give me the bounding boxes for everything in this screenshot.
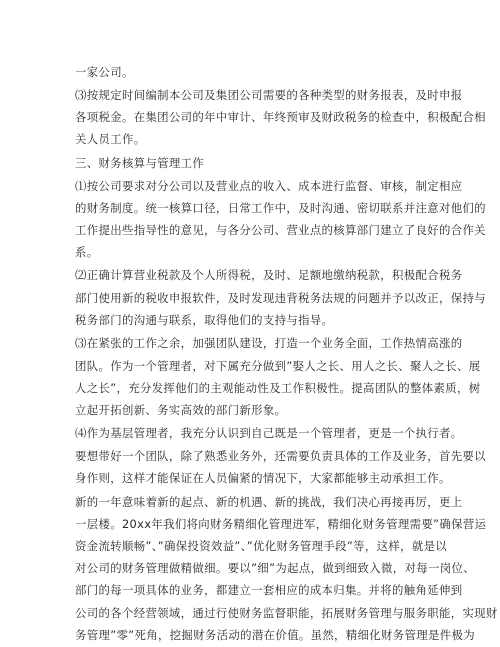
text-line: 工作提出些指导性的意见，与各分公司、营业点的核算部门建立了良好的合作关 [75,223,486,237]
text-line: 一层楼。20xx年我们将向财务精细化管理进军，精细化财务管理需要”确保营运 [75,517,487,531]
text-line: ⑴按公司要求对分公司以及营业点的收入、成本进行监督、审核，制定相应 [75,179,463,193]
text-line: ⑵正确计算营业税款及个人所得税，及时、足额地缴纳税款，积极配合税务 [75,268,463,282]
text-line: 立起开拓创新、务实高效的部门新形象。 [75,403,287,417]
text-line: 关人员工作。 [75,132,146,146]
text-line: 新的一年意味着新的起点、新的机遇、新的挑战，我们决心再接再厉，更上 [75,495,463,509]
section-heading: 三、财务核算与管理工作 [75,156,205,170]
text-line: 人之长”，充分发挥他们的主观能动性及工作积极性。提高团队的整体素质，树 [75,381,481,395]
text-line: 部门的每一项具体的业务，都建立一套相应的成本归集。并将的触角延伸到 [75,583,463,597]
text-line: 团队。作为一个管理者，对下属充分做到”娶人之长、用人之长、聚人之长、展 [75,359,481,373]
text-line: 资金流转顺畅”、”确保投资效益”、”优化财务管理手段”等，这样，就是以 [75,539,448,553]
text-line: ⑶在紧张的工作之余，加强团队建设，打造一个业务全面，工作热情高涨的 [75,336,463,350]
text-line: 公司的各个经营领域，通过行使财务监督职能，拓展财务管理与服务职能，实现财 [75,606,498,620]
text-line: 对公司的财务管理做精做细。要以”细”为起点，做到细致入微，对每一岗位、 [75,561,475,575]
text-line: 各项税金。在集团公司的年中审计、年终预审及财政税务的检查中，积极配合相 [75,110,486,124]
text-line: 身作则，这样才能保证在人员偏紧的情况下，大家都能够主动承担工作。 [75,471,451,485]
text-line: 系。 [75,245,99,259]
text-line: ⑷作为基层管理者，我充分认识到自己既是一个管理者，更是一个执行者。 [75,426,463,440]
text-line: 要想带好一个团队，除了熟悉业务外，还需要负责具体的工作及业务，首先要以 [75,449,486,463]
text-line: 一家公司。 [75,65,134,79]
text-line: 的财务制度。统一核算口径，日常工作中，及时沟通、密切联系并注意对他们的 [75,201,486,215]
text-line: 部门使用新的税收申报软件，及时发现违背税务法规的问题并予以改正，保持与 [75,291,486,305]
text-line: 务管理”零”死角，挖掘财务活动的潜在价值。虽然，精细化财务管理是件极为 [75,628,475,642]
text-line: 税务部门的沟通与联系，取得他们的支持与指导。 [75,313,334,327]
text-line: ⑶按规定时间编制本公司及集团公司需要的各种类型的财务报表，及时申报 [75,88,463,102]
